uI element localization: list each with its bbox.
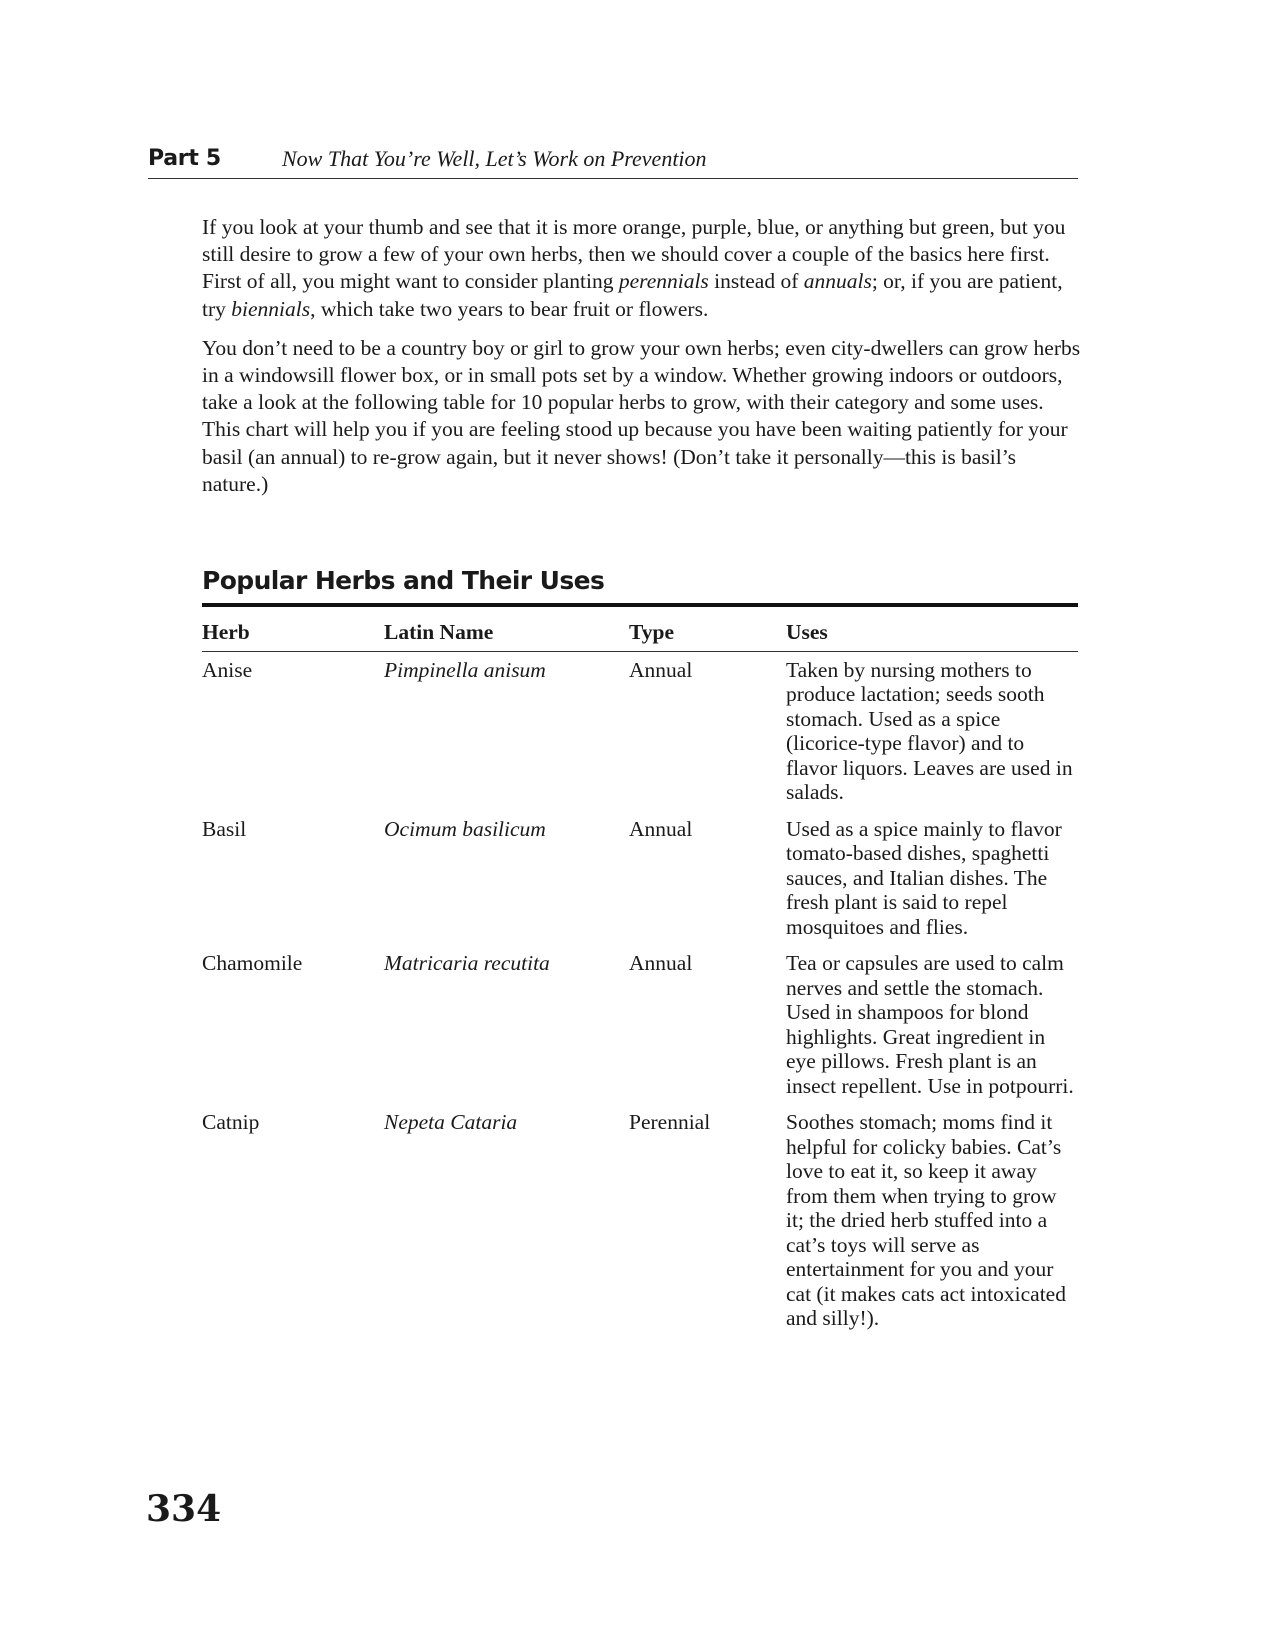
type-cell: Annual xyxy=(629,816,693,841)
type-cell: Annual xyxy=(629,951,693,975)
herbs-table xyxy=(202,616,1078,1337)
part-label: Part 5 xyxy=(148,146,221,171)
herb-cell: Chamomile xyxy=(202,951,303,975)
table-row xyxy=(202,1104,1078,1337)
paragraph-1-text-d: , which take two years to bear fruit or flowers. xyxy=(310,296,709,321)
table-title: Popular Herbs and Their Uses xyxy=(202,566,1078,607)
uses-cell: Tea or capsules are used to calm nerves and settle the stomach. Used in shampoos for blond highlights. Great ingredient in eye pillows. Fresh plant is an insect repellent. Use in potpourri. xyxy=(786,951,1074,1098)
uses-cell: Used as a spice mainly to flavor tomato-based dishes, spaghetti sauces, and Italian dishes. The fresh plant is said to repel mosquitoes and flies. xyxy=(786,816,1062,939)
paragraph-1-text-b: instead of xyxy=(708,269,804,294)
running-head xyxy=(148,142,1078,179)
herb-cell: Catnip xyxy=(202,1110,260,1134)
type-cell: Perennial xyxy=(629,1110,711,1134)
herb-cell: Anise xyxy=(202,657,253,682)
latin-name-cell: Ocimum basilicum xyxy=(384,816,546,841)
header-latin-name: Latin Name xyxy=(384,616,629,651)
term-biennials: biennials xyxy=(231,296,311,321)
paragraph-1-text-c: ; or, if you are patient, try xyxy=(202,269,1063,321)
table-row xyxy=(202,945,1078,1104)
latin-name-cell: Matricaria recutita xyxy=(384,951,550,975)
paragraph-2: You don’t need to be a country boy or girl to grow your own herbs; even city-dwellers can grow herbs in a windowsill flower box, or in small pots set by a window. Whether growing indoors or outdoors, take a look at the following table for 10 popular herbs to grow, with their category and some uses. This chart will help you if you are feeling stood up because you have been waiting patiently for your basil (an annual) to re-grow again, but it never shows! (Don’t take it personally—this is basil’s nature.) xyxy=(202,335,1081,496)
table-row xyxy=(202,651,1078,811)
herb-cell: Basil xyxy=(202,816,247,841)
page-number: 334 xyxy=(146,1488,222,1530)
uses-cell: Soothes stomach; moms find it helpful for colicky babies. Cat’s love to eat it, so keep it away from them when trying to grow it; the dried herb stuffed into a cat’s toys will serve as entertainment for you and your cat (it makes cats act intoxicated and silly!). xyxy=(786,1110,1066,1330)
latin-name-cell: Pimpinella anisum xyxy=(384,657,546,682)
header-uses: Uses xyxy=(786,616,1078,651)
table-row xyxy=(202,811,1078,946)
uses-cell: Taken by nursing mothers to produce lactation; seeds sooth stomach. Used as a spice (licorice-type flavor) and to flavor liquors. Leaves are used in salads. xyxy=(786,657,1073,804)
term-annuals: annuals xyxy=(803,269,872,294)
part-title: Now That You’re Well, Let’s Work on Prevention xyxy=(282,146,707,171)
term-perennials: perennials xyxy=(618,269,709,294)
type-cell: Annual xyxy=(629,657,693,682)
table-header-row xyxy=(202,616,1078,651)
header-type: Type xyxy=(629,616,786,651)
header-herb: Herb xyxy=(202,616,384,651)
paragraph-1-text-a: If you look at your thumb and see that it is more orange, purple, blue, or anything but green, but you still desire to grow a few of your own herbs, then we should cover a couple of the basics here first. First of all, you might want to consider planting xyxy=(202,215,1066,294)
paragraph-1 xyxy=(202,214,1082,323)
latin-name-cell: Nepeta Cataria xyxy=(384,1110,518,1134)
body-text xyxy=(202,214,1082,510)
